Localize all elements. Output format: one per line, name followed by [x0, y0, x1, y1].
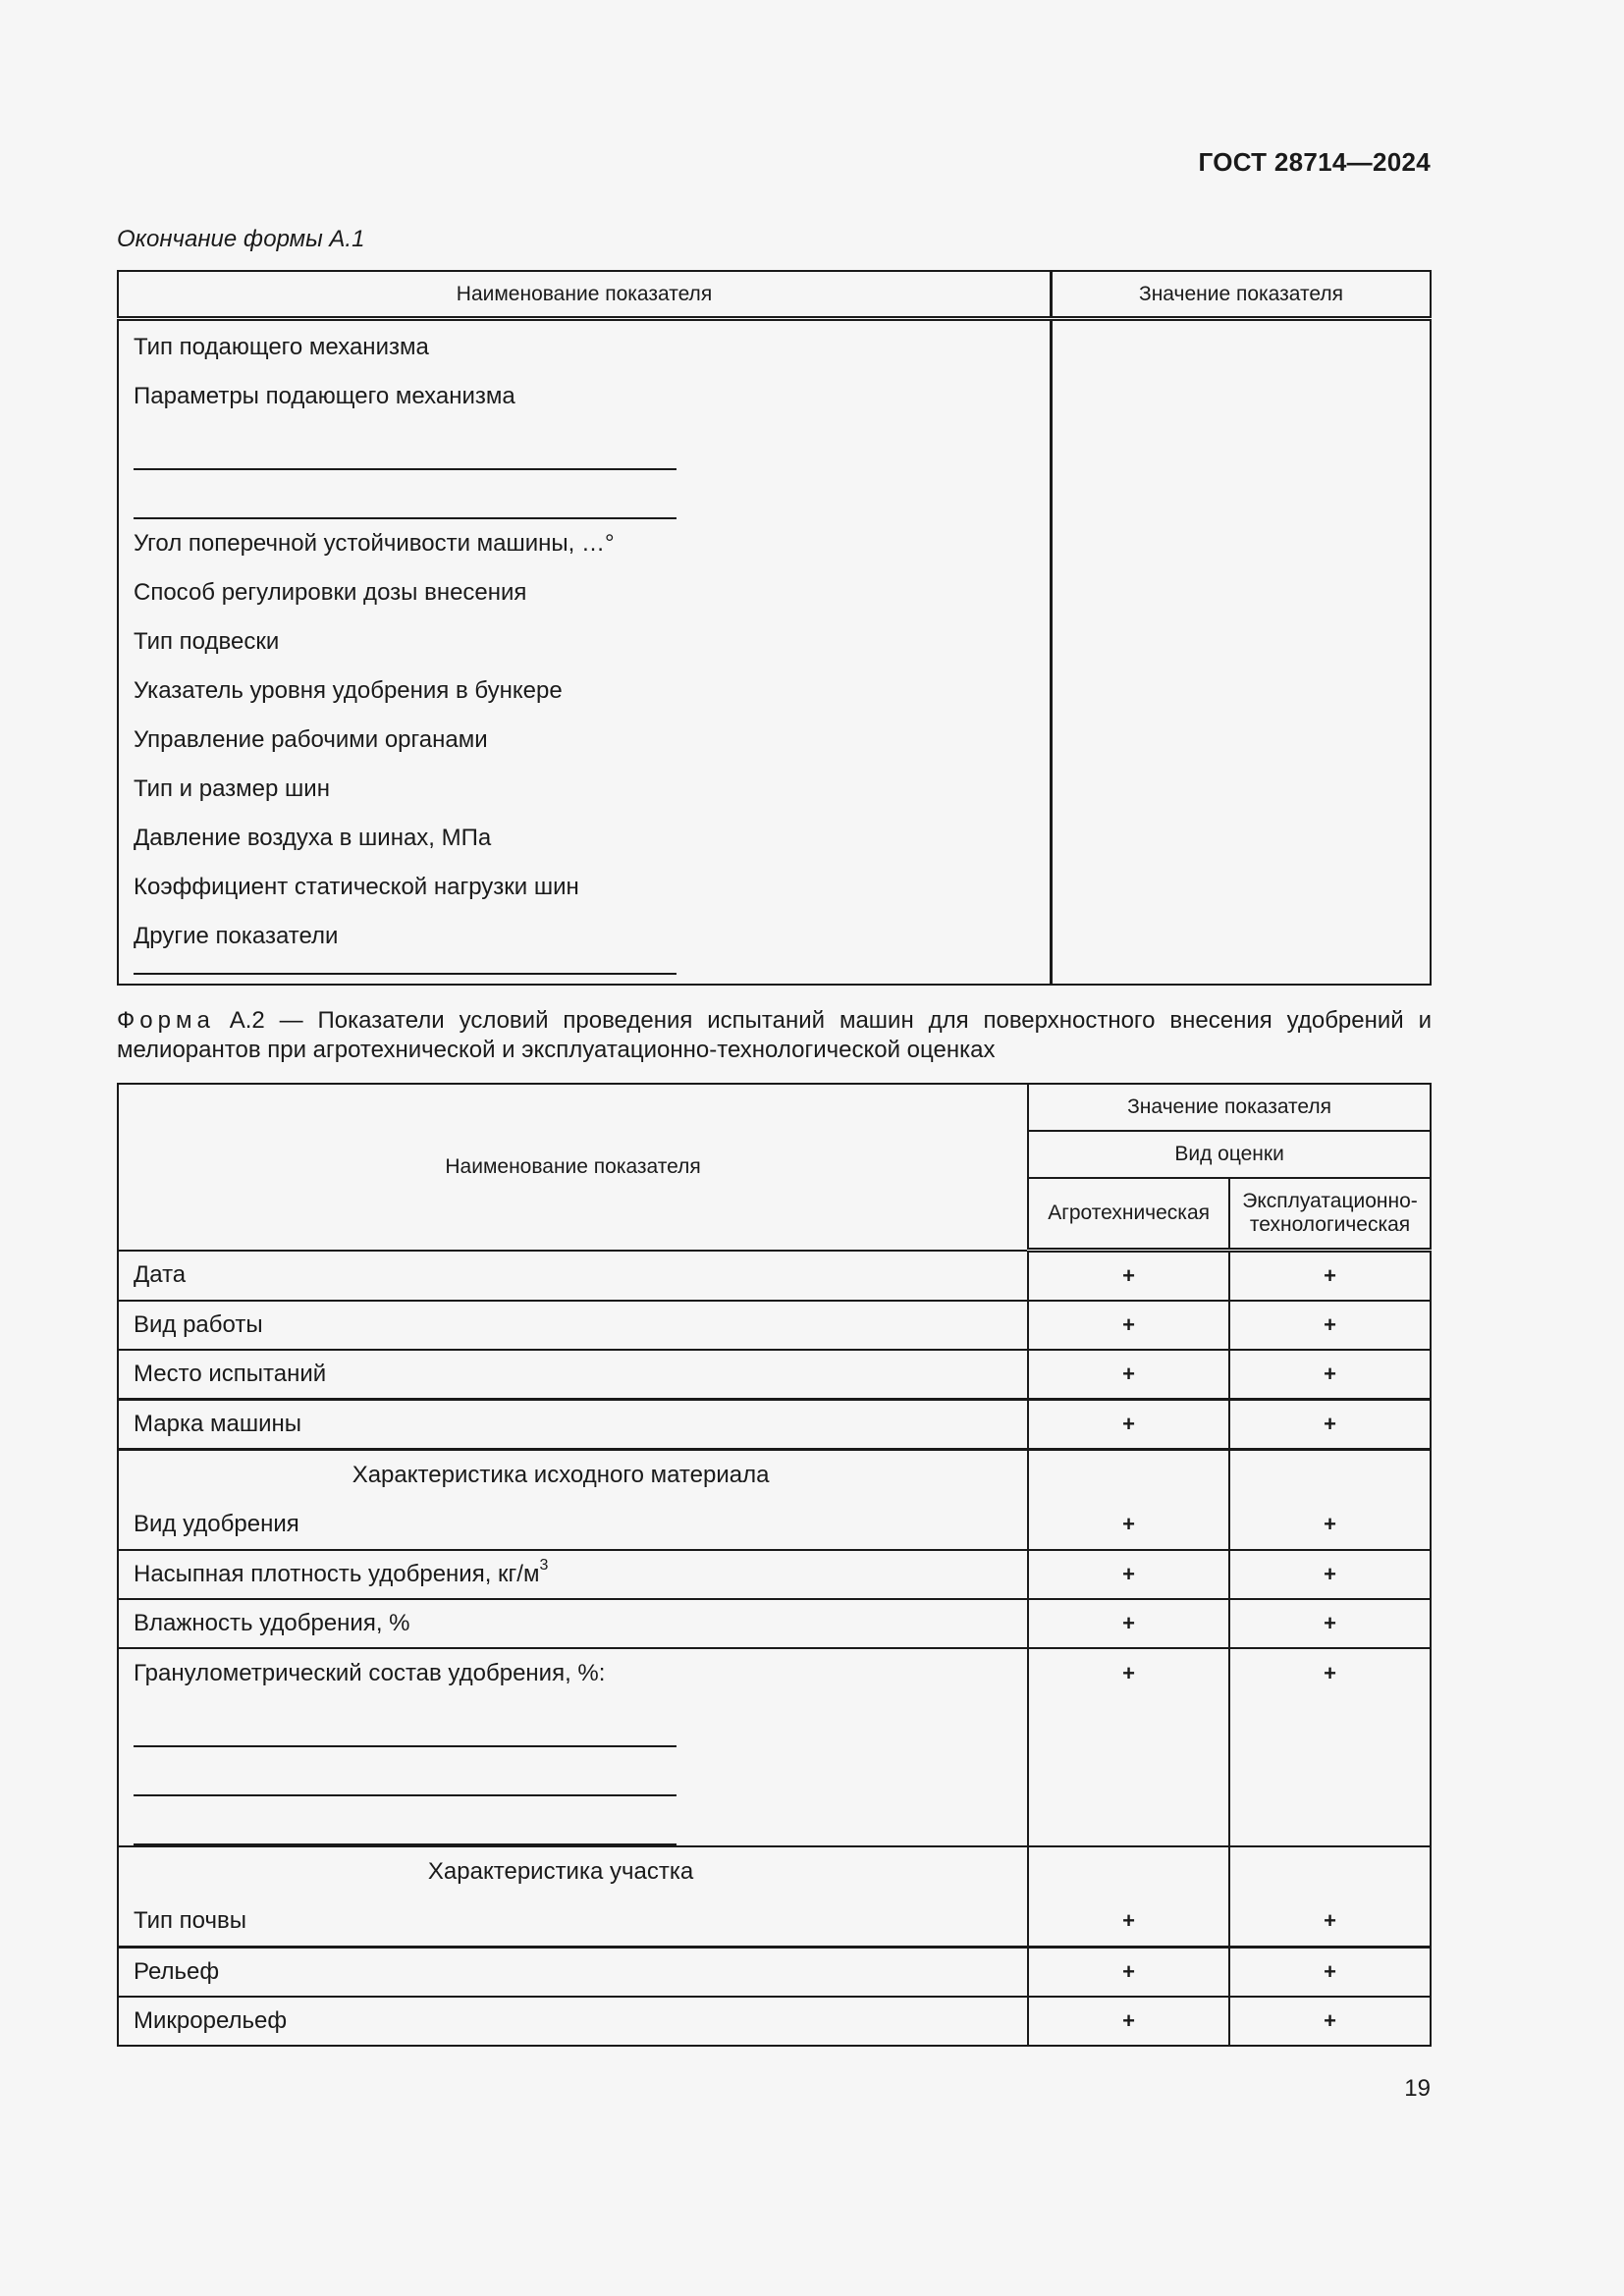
plus-mark: + [1229, 1301, 1431, 1350]
col-header-name: Наименование показателя [118, 1084, 1028, 1251]
plus-mark: + [1324, 1908, 1336, 1933]
table-row [118, 1846, 1431, 1948]
plus-cell [1229, 1846, 1431, 1948]
form-a1-table [117, 270, 1432, 986]
plus-cell [1028, 1450, 1229, 1551]
blank-fill-line [134, 1747, 1027, 1796]
list-item: Тип подвески [134, 628, 280, 655]
row-label [118, 1550, 1028, 1599]
table-row [118, 1251, 1431, 1302]
blank-fill-line [119, 470, 1050, 519]
col-header-value: Значение показателя [1052, 271, 1432, 319]
plus-mark: + [1028, 1948, 1229, 1998]
document-code: ГОСТ 28714—2024 [1198, 147, 1431, 177]
table-row [118, 1350, 1431, 1400]
col-header-expl: Эксплуатационно-технологическая [1229, 1178, 1431, 1251]
plus-cell [1028, 1846, 1229, 1948]
row-text: Тип почвы [134, 1907, 246, 1934]
plus-mark: + [1324, 1512, 1336, 1536]
form-word: Форма [117, 1007, 215, 1034]
list-item: Указатель уровня удобрения в бункере [134, 677, 563, 704]
indicator-list [118, 319, 1052, 986]
list-item: Параметры подающего механизма [134, 383, 515, 409]
value-column [1052, 319, 1432, 986]
col-header-name: Наименование показателя [118, 271, 1052, 319]
blank-fill-line [119, 961, 1050, 975]
row-label: Влажность удобрения, % [118, 1599, 1028, 1648]
list-item: Управление рабочими органами [134, 726, 488, 753]
plus-mark: + [1028, 1301, 1229, 1350]
blank-fill-line [134, 1698, 1027, 1747]
row-label: Микрорельеф [118, 1997, 1028, 2046]
row-text: Гранулометрический состав удобрения, %: [134, 1660, 606, 1686]
superscript: 3 [539, 1557, 549, 1574]
plus-mark: + [1028, 1400, 1229, 1450]
plus-mark: + [1229, 1997, 1431, 2046]
blank-fill-line [134, 1796, 1027, 1845]
list-item: Давление воздуха в шинах, МПа [134, 825, 492, 851]
row-text: Насыпная плотность удобрения, кг/м [134, 1561, 540, 1587]
row-label: Дата [118, 1251, 1028, 1302]
row-label: Место испытаний [118, 1350, 1028, 1400]
plus-mark: + [1324, 1661, 1336, 1685]
table-row [118, 1301, 1431, 1350]
form-a2-table [117, 1083, 1432, 2047]
blank-fill-line [119, 421, 1050, 470]
section-title: Характеристика участка [427, 1858, 694, 1885]
table-row [118, 1400, 1431, 1450]
row-text: Вид удобрения [134, 1511, 299, 1537]
table-row [118, 1599, 1431, 1648]
col-header-kind: Вид оценки [1028, 1131, 1431, 1178]
list-item: Тип подающего механизма [134, 334, 429, 360]
list-item: Коэффициент статической нагрузки шин [134, 874, 579, 900]
plus-mark: + [1028, 1599, 1229, 1648]
page-number: 19 [1404, 2075, 1431, 2102]
table-row [118, 1997, 1431, 2046]
plus-mark: + [1028, 1251, 1229, 1302]
plus-mark: + [1229, 1350, 1431, 1400]
plus-mark: + [1028, 1997, 1229, 2046]
section-title: Характеристика исходного материала [352, 1462, 770, 1488]
table-row [118, 1648, 1431, 1846]
form-a2-caption [117, 1006, 1432, 1065]
plus-mark: + [1229, 1599, 1431, 1648]
table-row [118, 1550, 1431, 1599]
plus-mark: + [1122, 1908, 1136, 1933]
plus-mark: + [1229, 1400, 1431, 1450]
col-header-value: Значение показателя [1028, 1084, 1431, 1131]
plus-mark: + [1122, 1512, 1136, 1536]
col-header-agro: Агротехническая [1028, 1178, 1229, 1251]
table-row [118, 1948, 1431, 1998]
table-row [118, 1450, 1431, 1551]
plus-mark: + [1028, 1350, 1229, 1400]
list-item: Способ регулировки дозы внесения [134, 579, 527, 606]
plus-cell [1229, 1450, 1431, 1551]
plus-cell [1229, 1648, 1431, 1846]
plus-mark: + [1028, 1550, 1229, 1599]
row-label: Вид работы [118, 1301, 1028, 1350]
form-caption-text: А.2 — Показатели условий проведения испытаний машин для поверхностного внесения удобрений и мелиорантов при агротехнической и эксплуатационно-технологической оценках [117, 1007, 1432, 1063]
plus-mark: + [1229, 1550, 1431, 1599]
form-a1-caption: Окончание формы А.1 [117, 226, 365, 252]
plus-cell [1028, 1648, 1229, 1846]
row-label [118, 1450, 1028, 1551]
plus-mark: + [1122, 1661, 1136, 1685]
row-label [118, 1648, 1028, 1846]
list-item: Тип и размер шин [134, 775, 330, 802]
list-item: Угол поперечной устойчивости машины, …° [134, 530, 615, 557]
plus-mark: + [1229, 1251, 1431, 1302]
row-label [118, 1846, 1028, 1948]
plus-mark: + [1229, 1948, 1431, 1998]
row-label: Марка машины [118, 1400, 1028, 1450]
list-item: Другие показатели [134, 923, 339, 949]
row-label: Рельеф [118, 1948, 1028, 1998]
